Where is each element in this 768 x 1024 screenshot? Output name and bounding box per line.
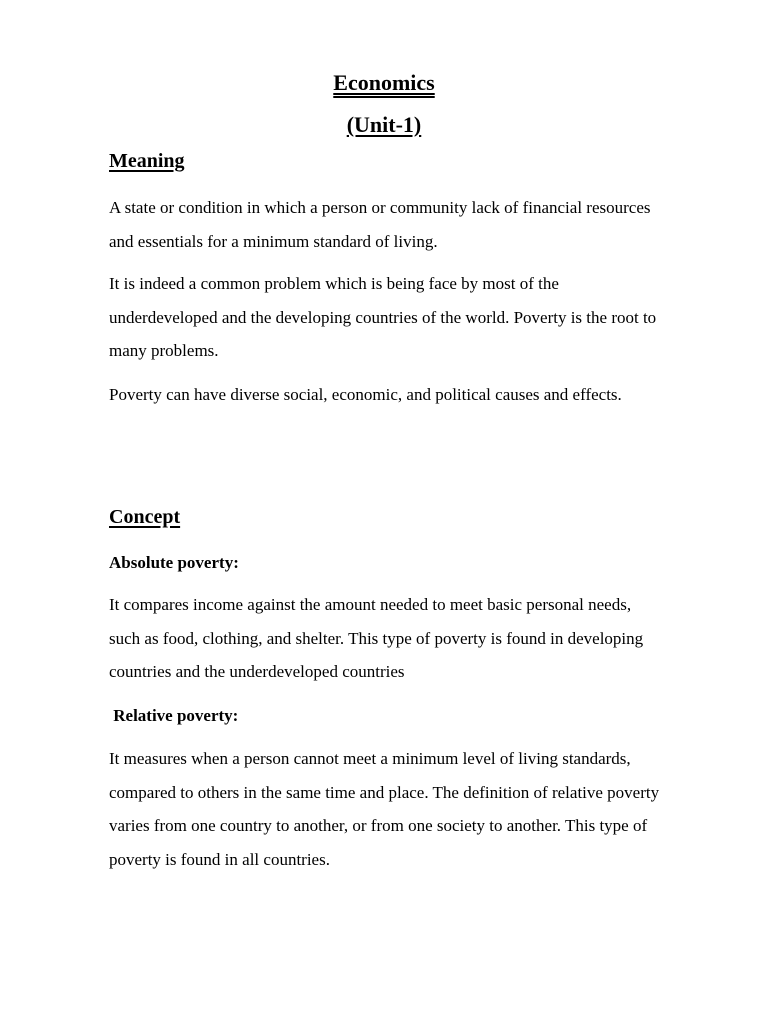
concept-heading: Concept bbox=[109, 506, 181, 528]
unit-label: (Unit-1) bbox=[346, 112, 422, 137]
meaning-paragraph-2: It is indeed a common problem which is being face by most of the underdeveloped and the developing countries of the world. Poverty is the root to many problems. bbox=[109, 274, 657, 360]
document-title: Economics bbox=[333, 70, 435, 95]
meaning-heading: Meaning bbox=[109, 150, 185, 172]
relative-poverty-text: It measures when a person cannot meet a minimum level of living standards, compared to others in the same time and place. The definition of relative poverty varies from one country to another, or from one society to another. This type of poverty is found in all countries. bbox=[109, 749, 660, 869]
relative-poverty-label: Relative poverty: bbox=[109, 706, 239, 725]
meaning-paragraph-1: A state or condition in which a person or community lack of financial resources and essentials for a minimum standard of living. bbox=[109, 198, 651, 251]
absolute-poverty-label: Absolute poverty: bbox=[109, 553, 239, 572]
absolute-poverty-text: It compares income against the amount needed to meet basic personal needs, such as food, clothing, and shelter. This type of poverty is found in developing countries and the underdeveloped countries bbox=[109, 595, 644, 681]
meaning-paragraph-3: Poverty can have diverse social, economic, and political causes and effects. bbox=[109, 385, 622, 404]
